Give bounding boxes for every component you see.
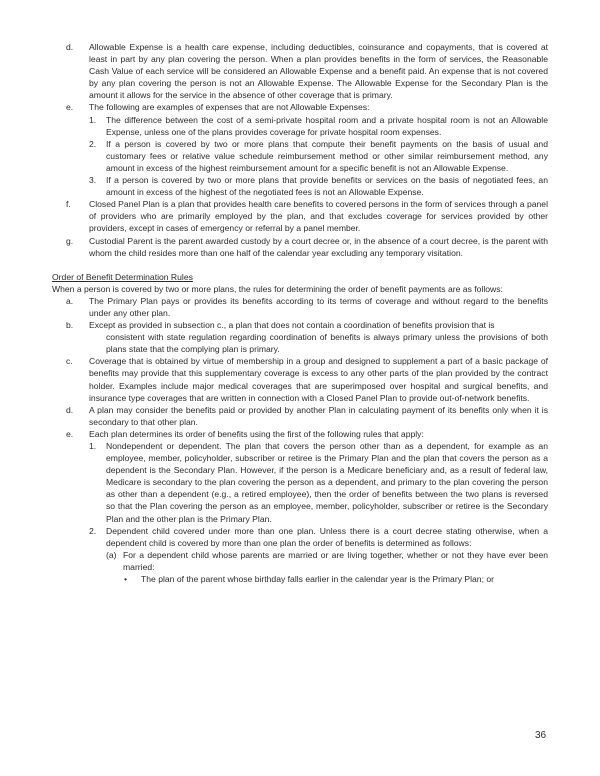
list-text-continuation: consistent with state regulation regarding coordination of benefits is always primary unless the provisions of both plans state that the complying plan is primary. [106, 332, 548, 355]
list-text: The plan of the parent whose birthday falls earlier in the calendar year is the Primary Plan; or [141, 574, 495, 585]
list-marker: 2. [89, 525, 97, 536]
sub-item-1 [52, 114, 548, 138]
list-marker: c. [66, 356, 73, 367]
page-number: 36 [535, 730, 547, 741]
bullet-item [52, 573, 548, 585]
bullet-icon: • [124, 574, 128, 585]
list-text: Closed Panel Plan is a plan that provides health care benefits to covered persons in the form of services through a panel of providers who are primarily employed by the plan, and that excludes coverage for services provided by other providers, except in cases of emergency or referral by a panel member. [89, 199, 548, 234]
list-text: Each plan determines its order of benefits using the first of the following rules that apply: [89, 428, 424, 439]
spacer [52, 259, 548, 271]
list-text: Allowable Expense is a health care expense, including deductibles, coinsurance and copayments, that is covered at least in part by any plan covering the person. When a plan provides benefits in the form of services, the Reasonable Cash Value of each service will be considered an Allowable Expense and a benefit paid. An expense that is not covered by any plan covering the person is not an Allowable Expense. The Allowable Expense for the Secondary Plan is the amount it allows for the service in the absence of other coverage that is primary. [89, 42, 548, 101]
rule-item-d [52, 404, 548, 428]
rule-item-a [52, 295, 548, 319]
definition-item-d [52, 41, 548, 101]
list-text: The difference between the cost of a semi-private hospital room and a private hospital room is not an Allowable Expense, unless one of the plans provides coverage for private hospital room expenses. [106, 114, 548, 137]
rule-item-e [52, 428, 548, 440]
list-text: If a person is covered by two or more plans that provide benefits or services on the basis of negotiated fees, an amount in excess of the highest of the negotiated fees is not an Allowable Expense. [106, 175, 548, 198]
list-marker: e. [66, 428, 74, 439]
rule-sub-item-2 [52, 525, 548, 549]
list-text-first: Except as provided in subsection c., a plan that does not contain a coordination of benefits provision that is [89, 320, 495, 331]
definition-item-f [52, 198, 548, 234]
list-marker: e. [66, 102, 74, 113]
list-marker: b. [66, 320, 74, 331]
list-text: Nondependent or dependent. The plan that covers the person other than as a dependent, for example as an employee, member, policyholder, subscriber or retiree is the Primary Plan and the plan that covers the person as a dependent is the Secondary Plan. However, if the person is a Medicare beneficiary and, as a result of federal law, Medicare is secondary to the plan covering the person as a dependent, and primary to the plan covering the person as other than a dependent (e.g., a retired employee), then the order of benefits between the two plans is reversed so that the Plan covering the person as an employee, member, policyholder, subscriber or retiree is the Secondary Plan and the other plan is the Primary Plan. [106, 441, 548, 524]
rule-item-b [52, 319, 548, 355]
list-text: The Primary Plan pays or provides its benefits according to its terms of coverage and without regard to the benefits under any other plan. [89, 295, 548, 318]
sub-item-2 [52, 138, 548, 174]
rule-sub-sub-item-a [52, 549, 548, 573]
list-marker: 1. [89, 441, 97, 451]
list-marker: 1. [89, 114, 97, 125]
list-marker: f. [66, 199, 71, 210]
list-marker: g. [66, 235, 74, 246]
list-marker: d. [66, 404, 74, 415]
list-text: The following are examples of expenses that are not Allowable Expenses: [89, 102, 370, 113]
list-text: If a person is covered by two or more plans that compute their benefit payments on the basis of usual and customary fees or relative value schedule reimbursement method or other similar reimbursement method, any amount in excess of the highest reimbursement amount for a specific benefit is not an Allowable Expense. [106, 138, 548, 173]
section-intro: When a person is covered by two or more plans, the rules for determining the order of benefit payments are as follows: [52, 283, 503, 294]
definition-item-e [52, 101, 548, 113]
list-marker: (a) [106, 549, 117, 560]
document-page [52, 41, 548, 585]
list-text: For a dependent child whose parents are married or are living together, whether or not they have ever been married: [123, 549, 548, 572]
list-marker: 3. [89, 175, 97, 186]
definition-item-g [52, 235, 548, 259]
section-heading: Order of Benefit Determination Rules [52, 271, 193, 282]
list-marker: a. [66, 295, 74, 306]
list-text: Coverage that is obtained by virtue of membership in a group and designed to supplement a part of a basic package of benefits may provide that this supplementary coverage is excess to any other parts of the plan provided by the contract holder. Examples include major medical coverages that are superimposed over hospital and surgical benefits, and insurance type coverages that are written in connection with a Closed Panel Plan to provide out-of-network benefits. [89, 356, 548, 403]
rule-sub-item-1 [52, 440, 548, 525]
list-marker: 2. [89, 138, 97, 149]
list-marker: d. [66, 42, 74, 52]
sub-item-3 [52, 174, 548, 198]
rule-item-c [52, 355, 548, 403]
list-text: A plan may consider the benefits paid or provided by another Plan in calculating payment of its benefits only when it is secondary to that other plan. [89, 404, 548, 427]
list-text: Dependent child covered under more than one plan. Unless there is a court decree stating otherwise, when a dependent child is covered by more than one plan the order of benefits is determined as follows: [106, 525, 548, 548]
list-text: Custodial Parent is the parent awarded custody by a court decree or, in the absence of a court decree, is the parent with whom the child resides more than one half of the calendar year excluding any temporary visitation. [89, 235, 548, 258]
